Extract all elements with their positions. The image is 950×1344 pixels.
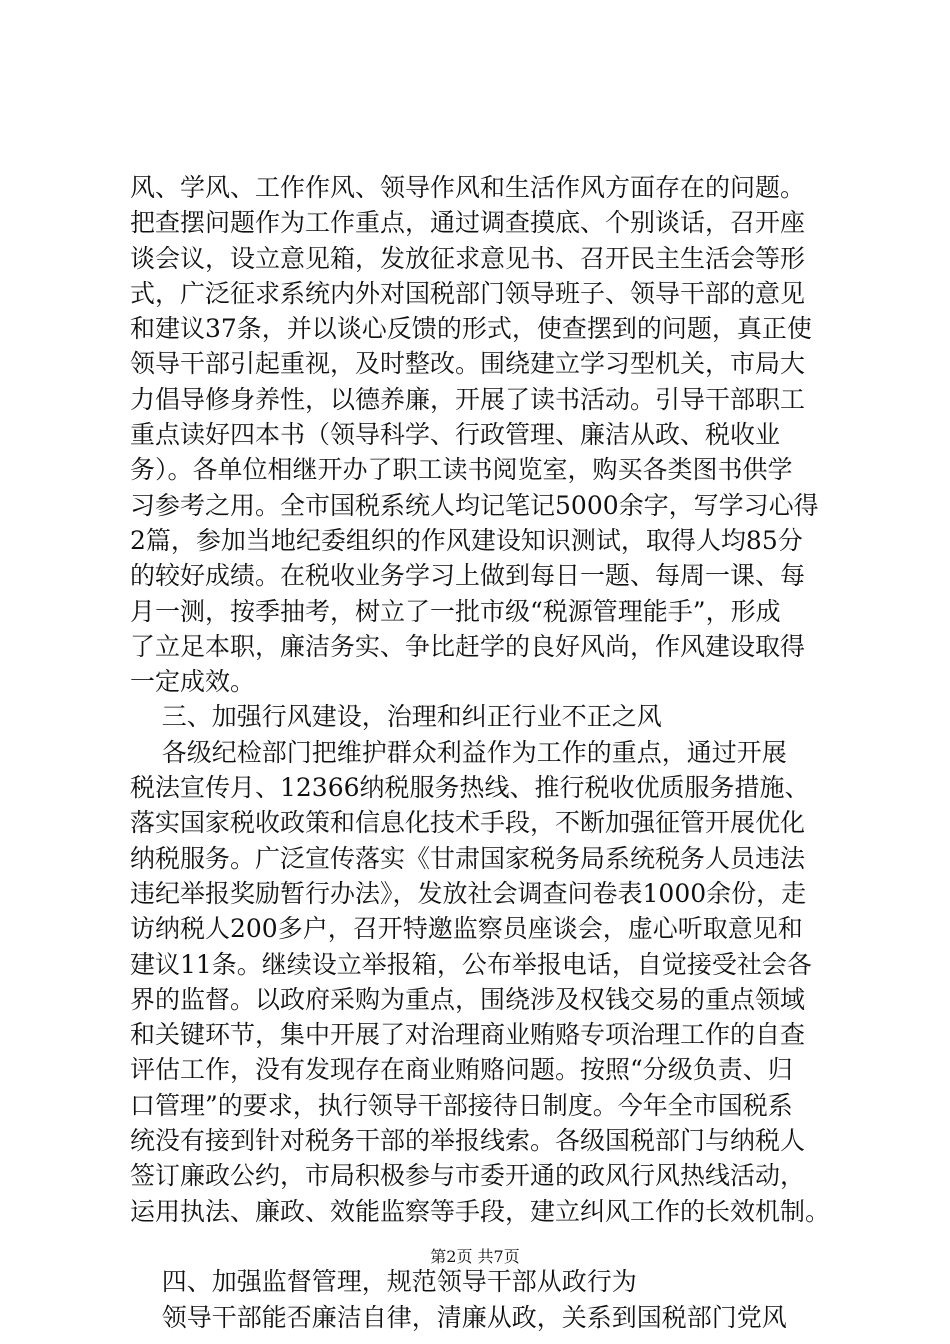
text-line: 重点读好四本书（领导科学、行政管理、廉洁从政、税收业	[130, 420, 781, 450]
text-line: 习参考之用。全市国税系统人均记笔记5000余字，写学习心得	[130, 490, 819, 520]
text-line: 风、学风、工作作风、领导作风和生活作风方面存在的问题。	[130, 173, 806, 202]
text-line: 月一测，按季抽考，树立了一批市级“税源管理能手”，形成	[130, 596, 781, 626]
text-line: 访纳税人200多户，召开特邀监察员座谈会，虚心听取意见和	[130, 914, 803, 944]
text-line: 运用执法、廉政、效能监察等手段，建立纠风工作的长效机制。	[130, 1196, 831, 1226]
text-line: 税法宣传月、12366纳税服务热线、推行税收优质服务措施、	[130, 773, 810, 803]
text-line: 式，广泛征求系统内外对国税部门领导班子、领导干部的意见	[130, 278, 806, 308]
body-text	[130, 170, 830, 1335]
text-line: 领导干部引起重视，及时整改。围绕建立学习型机关，市局大	[130, 349, 806, 379]
text-line: 纳税服务。广泛宣传落实《甘肃国家税务局系统税务人员违法	[130, 843, 806, 873]
text-line: 签订廉政公约，市局积极参与市委开通的政风行风热线活动，	[130, 1161, 806, 1191]
text-line: 了立足本职，廉洁务实、争比赶学的良好风尚，作风建设取得	[130, 631, 806, 661]
text-line: 建议11条。继续设立举报箱，公布举报电话，自觉接受社会各	[130, 949, 812, 979]
text-line: 四、加强监督管理，规范领导干部从政行为	[130, 1267, 637, 1297]
text-line: 力倡导修身养性，以德养廉，开展了读书活动。引导干部职工	[130, 384, 806, 414]
text-line: 和建议37条，并以谈心反馈的形式，使查摆到的问题，真正使	[130, 314, 812, 344]
text-line: 评估工作，没有发现存在商业贿赂问题。按照“分级负责、归	[130, 1055, 793, 1085]
page-footer: 第2页 共7页	[430, 1247, 520, 1266]
text-line: 口管理”的要求，执行领导干部接待日制度。今年全市国税系	[130, 1090, 793, 1120]
text-line: 的较好成绩。在税收业务学习上做到每日一题、每周一课、每	[130, 561, 806, 591]
text-line: 各级纪检部门把维护群众利益作为工作的重点，通过开展	[130, 737, 787, 767]
text-line: 领导干部能否廉洁自律，清廉从政，关系到国税部门党风	[130, 1302, 787, 1332]
text-line: 谈会议，设立意见箱，发放征求意见书、召开民主生活会等形	[130, 243, 806, 273]
text-line: 一定成效。	[130, 667, 256, 697]
text-line: 界的监督。以政府采购为重点，围绕涉及权钱交易的重点领域	[130, 984, 806, 1014]
text-line: 2篇，参加当地纪委组织的作风建设知识测试，取得人均85分	[130, 525, 803, 555]
text-line: 把查摆问题作为工作重点，通过调查摸底、个别谈话，召开座	[130, 208, 806, 238]
text-line: 务）。各单位相继开办了职工读书阅览室，购买各类图书供学	[130, 455, 793, 485]
text-line: 三、加强行风建设，治理和纠正行业不正之风	[130, 702, 662, 732]
text-line: 和关键环节，集中开展了对治理商业贿赂专项治理工作的自查	[130, 1020, 806, 1050]
text-line: 落实国家税收政策和信息化技术手段，不断加强征管开展优化	[130, 808, 806, 838]
text-line: 统没有接到针对税务干部的举报线索。各级国税部门与纳税人	[130, 1126, 806, 1156]
text-line: 违纪举报奖励暂行办法》，发放社会调查问卷表1000余份，走	[130, 878, 807, 908]
